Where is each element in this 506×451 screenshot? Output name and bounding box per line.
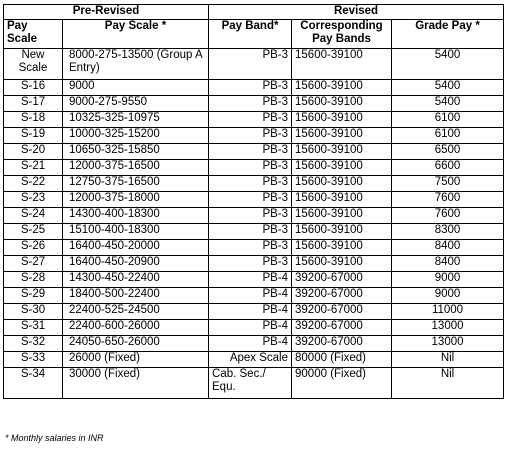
scale-cell: S-23 [4,192,63,208]
pay-scale-cell: 9000 [63,80,209,96]
pay-band-cell: Cab. Sec./ Equ. [209,368,292,399]
table-row [4,144,504,160]
grade-pay-cell: 7600 [392,192,504,208]
grade-pay-cell: 8300 [392,224,504,240]
corresponding-cell: 39200-67000 [292,336,392,352]
pay-band-cell: Apex Scale [209,352,292,368]
corresponding-cell: 39200-67000 [292,288,392,304]
grade-pay-cell: 7500 [392,176,504,192]
pay-scale-cell: 12750-375-16500 [63,176,209,192]
corresponding-cell: 15600-39100 [292,224,392,240]
table-row [4,320,504,336]
pay-scale-cell: 16400-450-20000 [63,240,209,256]
pay-band-cell: PB-4 [209,304,292,320]
footnote: * Monthly salaries in INR [5,433,104,443]
grade-pay-cell: 6500 [392,144,504,160]
grade-pay-cell: 9000 [392,272,504,288]
pay-band-cell: PB-3 [209,80,292,96]
pay-scale-cell: 30000 (Fixed) [63,368,209,399]
corresponding-cell: 39200-67000 [292,320,392,336]
pay-scale-range-header: Pay Scale * [63,20,209,49]
pay-scale-cell: 16400-450-20900 [63,256,209,272]
grade-pay-cell: 5400 [392,96,504,112]
pay-band-cell: PB-3 [209,112,292,128]
pay-band-cell: PB-3 [209,96,292,112]
pay-band-cell: PB-4 [209,288,292,304]
corresponding-cell: 15600-39100 [292,49,392,80]
pay-scale-cell: 18400-500-22400 [63,288,209,304]
table-row [4,304,504,320]
corresponding-cell: 39200-67000 [292,272,392,288]
table-row [4,288,504,304]
scale-cell: S-32 [4,336,63,352]
pay-band-cell: PB-3 [209,144,292,160]
table-row [4,176,504,192]
pay-scale-cell: 22400-600-26000 [63,320,209,336]
pay-scale-cell: 10650-325-15850 [63,144,209,160]
scale-cell: S-22 [4,176,63,192]
scale-cell: S-17 [4,96,63,112]
pay-scale-cell: 10000-325-15200 [63,128,209,144]
table-row [4,192,504,208]
pay-scale-cell: 14300-400-18300 [63,208,209,224]
pay-band-cell: PB-3 [209,224,292,240]
pay-scale-cell: 26000 (Fixed) [63,352,209,368]
scale-cell: S-34 [4,368,63,399]
corresponding-cell: 39200-67000 [292,304,392,320]
corresponding-cell: 15600-39100 [292,240,392,256]
pay-scale-cell: 15100-400-18300 [63,224,209,240]
corresponding-cell: 15600-39100 [292,80,392,96]
scale-cell: S-18 [4,112,63,128]
pay-band-cell: PB-3 [209,128,292,144]
pay-scale-table [3,4,504,399]
pay-band-cell: PB-4 [209,336,292,352]
corresponding-cell: 15600-39100 [292,208,392,224]
corresponding-cell: 90000 (Fixed) [292,368,392,399]
corresponding-cell: 15600-39100 [292,96,392,112]
grade-pay-cell: 8400 [392,240,504,256]
table-row [4,352,504,368]
grade-pay-cell: Nil [392,352,504,368]
scale-cell: S-28 [4,272,63,288]
grade-pay-cell: 9000 [392,288,504,304]
grade-pay-cell: 5400 [392,80,504,96]
scale-cell: S-30 [4,304,63,320]
pay-scale-cell: 14300-450-22400 [63,272,209,288]
pay-band-cell: PB-3 [209,176,292,192]
corresponding-cell: 15600-39100 [292,176,392,192]
corresponding-cell: 15600-39100 [292,144,392,160]
pre-revised-header: Pre-Revised [4,5,209,20]
scale-cell: New Scale [4,49,63,80]
pay-scale-code-header: Pay Scale [4,20,63,49]
scale-cell: S-27 [4,256,63,272]
grade-pay-cell: Nil [392,368,504,399]
corresponding-cell: 80000 (Fixed) [292,352,392,368]
grade-pay-header: Grade Pay * [392,20,504,49]
scale-cell: S-33 [4,352,63,368]
scale-cell: S-16 [4,80,63,96]
table-row [4,96,504,112]
pay-band-cell: PB-4 [209,272,292,288]
table-row [4,256,504,272]
grade-pay-cell: 6100 [392,112,504,128]
pay-band-header: Pay Band* [209,20,292,49]
corresponding-cell: 15600-39100 [292,160,392,176]
scale-cell: S-31 [4,320,63,336]
corresponding-cell: 15600-39100 [292,192,392,208]
table-row [4,160,504,176]
grade-pay-cell: 6100 [392,128,504,144]
grade-pay-cell: 11000 [392,304,504,320]
scale-cell: S-20 [4,144,63,160]
pay-band-cell: PB-3 [209,160,292,176]
revised-header: Revised [209,5,504,20]
table-row [4,112,504,128]
scale-cell: S-21 [4,160,63,176]
grade-pay-cell: 13000 [392,336,504,352]
table-row [4,208,504,224]
corresponding-cell: 15600-39100 [292,256,392,272]
pay-scale-cell: 10325-325-10975 [63,112,209,128]
scale-cell: S-25 [4,224,63,240]
pay-scale-cell: 12000-375-16500 [63,160,209,176]
pay-scale-cell: 24050-650-26000 [63,336,209,352]
grade-pay-cell: 8400 [392,256,504,272]
corresponding-cell: 15600-39100 [292,128,392,144]
table-row [4,128,504,144]
corresponding-cell: 15600-39100 [292,112,392,128]
pay-band-cell: PB-3 [209,256,292,272]
pay-scale-cell: 8000-275-13500 (Group A Entry) [63,49,209,80]
pay-band-cell: PB-4 [209,320,292,336]
scale-cell: S-24 [4,208,63,224]
pay-band-cell: PB-3 [209,240,292,256]
pay-scale-cell: 22400-525-24500 [63,304,209,320]
table-row [4,336,504,352]
grade-pay-cell: 5400 [392,49,504,80]
grade-pay-cell: 6600 [392,160,504,176]
pay-band-cell: PB-3 [209,192,292,208]
table-row [4,49,504,80]
scale-cell: S-26 [4,240,63,256]
grade-pay-cell: 7600 [392,208,504,224]
pay-scale-cell: 9000-275-9550 [63,96,209,112]
table-row [4,240,504,256]
pay-scale-cell: 12000-375-18000 [63,192,209,208]
table-row [4,368,504,399]
table-row [4,80,504,96]
scale-cell: S-29 [4,288,63,304]
table-row [4,272,504,288]
pay-band-cell: PB-3 [209,49,292,80]
table-row [4,224,504,240]
corresponding-pay-bands-header: Corresponding Pay Bands [292,20,392,49]
pay-band-cell: PB-3 [209,208,292,224]
grade-pay-cell: 13000 [392,320,504,336]
scale-cell: S-19 [4,128,63,144]
